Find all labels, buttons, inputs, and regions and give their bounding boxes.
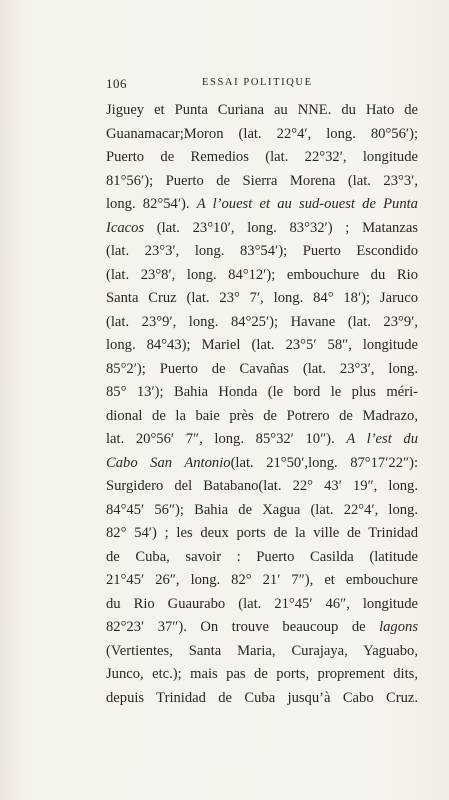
page-number: 106 (106, 76, 127, 91)
text-segment: (lat. 23°9′, long. 84°25′); Havane (lat. 23°9′, (106, 313, 418, 330)
text-line (106, 381, 418, 405)
text-line (106, 170, 418, 194)
text-segment: (lat. 23°10′, long. 83°32′) ; Matanzas (144, 219, 418, 236)
text-segment: 84°45′ 56″); Bahia de Xagua (lat. 22°4′, long. (106, 501, 418, 518)
text-line (106, 358, 418, 382)
text-line (106, 546, 418, 570)
text-segment: depuis Trinidad de Cuba jusqu’à Cabo Cruz. (106, 689, 418, 706)
text-line (106, 264, 418, 288)
text-line (106, 217, 418, 241)
text-segment: lat. 20°56′ 7″, long. 85°32′ 10″). (106, 431, 347, 447)
text-line (106, 287, 418, 311)
text-line (106, 405, 418, 429)
italic-text-segment: A l’ouest et au sud-ouest de Punta (196, 196, 418, 212)
running-head: ESSAI POLITIQUE (202, 77, 313, 88)
body-text (106, 99, 418, 710)
text-segment: (lat. 23°3′, long. 83°54′); Puerto Escondido (106, 243, 418, 259)
text-segment: Jiguey et Punta Curiana au NNE. du Hato de (106, 102, 418, 118)
text-line (106, 640, 418, 664)
text-segment: 82° 54′) ; les deux ports de la ville de Trinidad (106, 525, 418, 541)
text-line (106, 311, 418, 335)
text-segment: long. 82°54′). (106, 196, 197, 212)
text-segment: 82°23′ 37″). On trouve beaucoup de (106, 619, 380, 635)
text-line (106, 123, 418, 147)
text-segment: Junco, etc.); mais pas de ports, proprement dits, (106, 666, 418, 682)
text-segment: 85° 13′); Bahia Honda (le bord le plus méri- (106, 384, 418, 400)
text-line (106, 569, 418, 593)
text-line (106, 522, 418, 546)
text-line (106, 663, 418, 687)
text-line (106, 452, 418, 476)
italic-text-segment: lagons (379, 619, 418, 635)
text-segment: dional de la baie près de Potrero de Madrazo, (106, 407, 418, 424)
text-line (106, 593, 418, 617)
text-segment: 81°56′); Puerto de Sierra Morena (lat. 23°3′, (106, 172, 418, 189)
text-line (106, 99, 418, 123)
text-line (106, 475, 418, 499)
text-segment: du Rio Guaurabo (lat. 21°45′ 46″, longitude (106, 595, 418, 612)
text-line (106, 616, 418, 640)
text-line (106, 428, 418, 452)
text-line (106, 146, 418, 170)
text-line (106, 240, 418, 264)
text-segment: (lat. 21°50′,long. 87°17′22″): (230, 454, 418, 471)
page-header (106, 76, 418, 92)
text-segment: Santa Cruz (lat. 23° 7′, long. 84° 18′); Jaruco (106, 290, 418, 306)
text-segment: 21°45′ 26″, long. 82° 21′ 7″), et embouchure (106, 572, 418, 588)
text-segment: 85°2′); Puerto de Cavañas (lat. 23°3′, long. (106, 360, 418, 377)
text-segment: Surgidero del Batabano(lat. 22° 43′ 19″, long. (106, 478, 418, 494)
text-segment: Puerto de Remedios (lat. 22°32′, longitude (106, 149, 418, 165)
text-segment: Guanamacar;Moron (lat. 22°4′, long. 80°56′); (106, 125, 418, 142)
text-line (106, 499, 418, 523)
text-segment: (lat. 23°8′, long. 84°12′); embouchure du Rio (106, 266, 418, 283)
text-line (106, 193, 418, 217)
italic-text-segment: A l’est du (346, 431, 418, 447)
text-segment: (Vertientes, Santa Maria, Curajaya, Yaguabo, (106, 642, 418, 659)
text-segment: long. 84°43); Mariel (lat. 23°5′ 58″, longitude (106, 337, 418, 353)
text-segment: de Cuba, savoir : Puerto Casilda (latitude (106, 548, 418, 565)
italic-text-segment: Cabo San Antonio (106, 454, 231, 471)
text-line (106, 687, 418, 711)
text-line (106, 334, 418, 358)
italic-text-segment: Icacos (106, 219, 145, 236)
